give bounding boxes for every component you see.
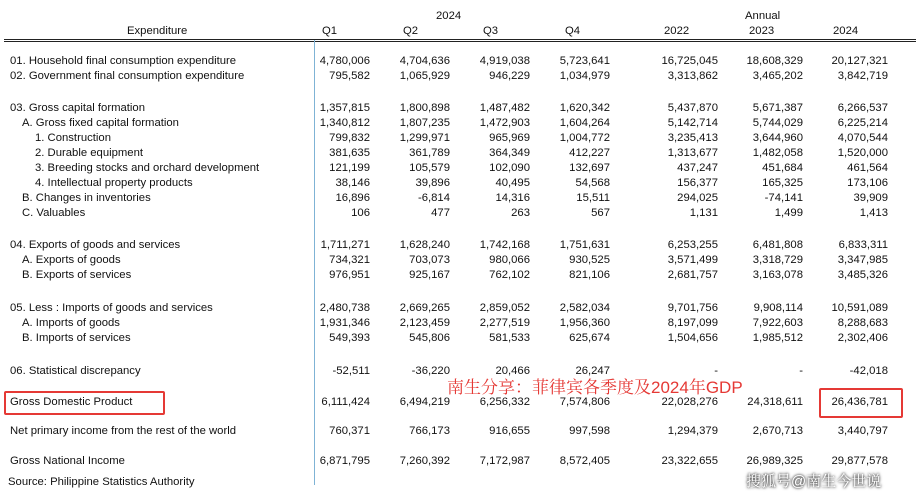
row-value: 795,582 xyxy=(329,70,370,82)
row-value: 1,931,346 xyxy=(319,317,370,329)
row-label: 1. Construction xyxy=(35,132,111,144)
row-value: 3,842,719 xyxy=(837,70,888,82)
row-value: 1,357,815 xyxy=(319,102,370,114)
row-value: 3,644,960 xyxy=(752,132,803,144)
row-value: 821,106 xyxy=(569,269,610,281)
row-value: 703,073 xyxy=(409,254,450,266)
row-value: 4,070,544 xyxy=(837,132,888,144)
row-value: 477 xyxy=(431,207,450,219)
row-value: 6,833,311 xyxy=(838,239,888,251)
row-value: 925,167 xyxy=(409,269,450,281)
row-value: 173,106 xyxy=(847,177,888,189)
row-value: 766,173 xyxy=(409,425,450,437)
row-value: 997,598 xyxy=(569,425,610,437)
row-value: 39,896 xyxy=(415,177,450,189)
row-value: 1,065,929 xyxy=(399,70,450,82)
row-value: 3,440,797 xyxy=(837,425,888,437)
row-label: 01. Household final consumption expenditure xyxy=(10,55,237,67)
row-value: 1,504,656 xyxy=(667,332,718,344)
row-value: 1,604,264 xyxy=(559,117,610,129)
row-value: 102,090 xyxy=(489,162,530,174)
row-value: 20,127,321 xyxy=(831,55,888,67)
row-label: Gross National Income xyxy=(10,455,125,467)
row-value: 6,225,214 xyxy=(837,117,888,129)
row-value: 1,499 xyxy=(774,207,803,219)
row-value: 7,922,603 xyxy=(752,317,803,329)
header-col-2023: 2023 xyxy=(749,25,775,37)
row-value: 1,004,772 xyxy=(559,132,610,144)
row-value: 3,485,326 xyxy=(837,269,888,281)
row-value: 1,472,903 xyxy=(479,117,530,129)
header-rule-bottom xyxy=(4,41,916,42)
row-value: 567 xyxy=(591,207,610,219)
row-value: 760,371 xyxy=(329,425,370,437)
row-value: 1,034,979 xyxy=(559,70,610,82)
row-value: 24,318,611 xyxy=(747,396,803,408)
row-value: 22,028,276 xyxy=(661,396,718,408)
row-label: 02. Government final consumption expenditure xyxy=(10,70,245,82)
row-value: 263 xyxy=(511,207,530,219)
row-value: 6,111,424 xyxy=(321,396,370,408)
source-note: Source: Philippine Statistics Authority xyxy=(8,476,195,488)
row-value: 10,591,089 xyxy=(831,302,888,314)
row-value: 26,989,325 xyxy=(746,455,803,467)
row-value: 1,711,271 xyxy=(320,239,370,251)
row-value: 2,302,406 xyxy=(837,332,888,344)
row-value: 1,487,482 xyxy=(479,102,530,114)
row-value: 294,025 xyxy=(677,192,718,204)
header-col-q3: Q3 xyxy=(483,25,499,37)
row-value: 2,277,519 xyxy=(479,317,530,329)
row-value: 1,482,058 xyxy=(752,147,803,159)
row-value: 20,466 xyxy=(495,365,530,377)
row-value: 3,163,078 xyxy=(752,269,803,281)
row-value: 930,525 xyxy=(569,254,610,266)
row-value: 965,969 xyxy=(489,132,530,144)
row-value: 9,908,114 xyxy=(753,302,803,314)
gdp-label-highlight xyxy=(4,391,165,415)
row-value: 381,635 xyxy=(329,147,370,159)
row-label: 4. Intellectual property products xyxy=(35,177,193,189)
row-value: 976,951 xyxy=(329,269,370,281)
row-value: 165,325 xyxy=(762,177,803,189)
row-value: 54,568 xyxy=(575,177,610,189)
row-value: 26,436,781 xyxy=(831,396,888,408)
row-value: 3,347,985 xyxy=(837,254,888,266)
row-value: 5,723,641 xyxy=(559,55,610,67)
row-label: 2. Durable equipment xyxy=(35,147,144,159)
row-value: 1,807,235 xyxy=(399,117,450,129)
row-value: 16,896 xyxy=(335,192,370,204)
header-col-2024: 2024 xyxy=(833,25,859,37)
row-value: -52,511 xyxy=(332,365,370,377)
row-value: 3,571,499 xyxy=(667,254,718,266)
row-value: 29,877,578 xyxy=(831,455,888,467)
row-value: 451,684 xyxy=(762,162,803,174)
row-value: 461,564 xyxy=(847,162,888,174)
row-value: 8,572,405 xyxy=(559,455,610,467)
row-label: Gross Domestic Product xyxy=(10,396,133,408)
row-value: -74,141 xyxy=(764,192,803,204)
row-value: 734,321 xyxy=(329,254,370,266)
row-value: 6,266,537 xyxy=(837,102,888,114)
row-value: 364,349 xyxy=(489,147,530,159)
row-value: 1,294,379 xyxy=(667,425,718,437)
row-label: 05. Less : Imports of goods and services xyxy=(10,302,213,314)
row-value: 2,480,738 xyxy=(319,302,370,314)
row-value: 1,956,360 xyxy=(559,317,610,329)
row-value: 18,608,329 xyxy=(746,55,803,67)
row-value: 5,671,387 xyxy=(752,102,803,114)
row-label: 06. Statistical discrepancy xyxy=(10,365,141,377)
row-value: - xyxy=(799,365,803,377)
row-label: A. Exports of goods xyxy=(22,254,121,266)
row-value: 1,313,677 xyxy=(667,147,718,159)
row-value: 946,229 xyxy=(489,70,530,82)
row-value: 38,146 xyxy=(335,177,370,189)
row-value: 7,260,392 xyxy=(399,455,450,467)
row-value: 15,511 xyxy=(576,192,610,204)
row-value: 121,199 xyxy=(329,162,370,174)
row-value: 40,495 xyxy=(495,177,530,189)
row-label: B. Changes in inventories xyxy=(22,192,151,204)
row-value: 412,227 xyxy=(569,147,610,159)
row-value: 14,316 xyxy=(495,192,530,204)
row-value: 1,985,512 xyxy=(752,332,803,344)
row-value: 105,579 xyxy=(409,162,450,174)
header-group-annual: Annual xyxy=(745,10,781,22)
row-label: B. Exports of services xyxy=(22,269,132,281)
row-value: 545,806 xyxy=(409,332,450,344)
row-value: 7,172,987 xyxy=(479,455,530,467)
row-value: 6,481,808 xyxy=(752,239,803,251)
row-value: 2,670,713 xyxy=(752,425,803,437)
row-value: 1,751,631 xyxy=(559,239,610,251)
row-value: 4,704,636 xyxy=(399,55,450,67)
row-label: C. Valuables xyxy=(22,207,86,219)
row-value: 1,628,240 xyxy=(399,239,450,251)
row-value: 26,247 xyxy=(575,365,610,377)
row-value: 581,533 xyxy=(489,332,530,344)
row-value: 2,681,757 xyxy=(667,269,718,281)
watermark-caption: 南生分享：菲律宾各季度及2024年GDP xyxy=(447,378,743,397)
row-value: 1,620,342 xyxy=(559,102,610,114)
header-col-2022: 2022 xyxy=(664,25,690,37)
row-value: -6,814 xyxy=(417,192,450,204)
row-value: 3,313,862 xyxy=(667,70,718,82)
row-value: 2,859,052 xyxy=(479,302,530,314)
row-value: 3,318,729 xyxy=(752,254,803,266)
row-value: 916,655 xyxy=(489,425,530,437)
row-value: 1,520,000 xyxy=(837,147,888,159)
row-value: 106 xyxy=(351,207,370,219)
header-col-q2: Q2 xyxy=(403,25,419,37)
row-value: 8,197,099 xyxy=(667,317,718,329)
header-col-q4: Q4 xyxy=(565,25,581,37)
row-value: 549,393 xyxy=(329,332,370,344)
row-value: 156,377 xyxy=(677,177,718,189)
row-value: 6,256,332 xyxy=(479,396,530,408)
row-value: 3,465,202 xyxy=(752,70,803,82)
row-value: 2,669,265 xyxy=(399,302,450,314)
header-expenditure: Expenditure xyxy=(127,25,188,37)
row-value: 6,871,795 xyxy=(319,455,370,467)
row-label: B. Imports of services xyxy=(22,332,131,344)
row-label: 04. Exports of goods and services xyxy=(10,239,181,251)
row-label: 03. Gross capital formation xyxy=(10,102,145,114)
row-value: 1,299,971 xyxy=(399,132,450,144)
row-value: -36,220 xyxy=(411,365,450,377)
row-value: 1,413 xyxy=(859,207,888,219)
gdp-2024-highlight xyxy=(819,388,903,418)
row-value: -42,018 xyxy=(849,365,888,377)
row-value: 437,247 xyxy=(677,162,718,174)
row-label: A. Imports of goods xyxy=(22,317,120,329)
row-value: 625,674 xyxy=(569,332,610,344)
row-label: Net primary income from the rest of the world xyxy=(10,425,237,437)
row-value: 762,102 xyxy=(489,269,530,281)
row-value: 2,123,459 xyxy=(399,317,450,329)
header-group-2024: 2024 xyxy=(436,10,462,22)
row-label: 3. Breeding stocks and orchard development xyxy=(35,162,260,174)
row-value: 16,725,045 xyxy=(661,55,718,67)
row-value: 6,494,219 xyxy=(399,396,450,408)
row-value: 39,909 xyxy=(853,192,888,204)
row-value: 1,800,898 xyxy=(399,102,450,114)
row-value: - xyxy=(714,365,718,377)
row-label: A. Gross fixed capital formation xyxy=(22,117,179,129)
header-rule-top xyxy=(4,39,916,40)
row-value: 1,742,168 xyxy=(479,239,530,251)
row-value: 5,142,714 xyxy=(667,117,718,129)
row-value: 132,697 xyxy=(569,162,610,174)
watermark-sohu: 搜狐号@南生今世说 xyxy=(746,473,882,490)
row-value: 7,574,806 xyxy=(559,396,610,408)
row-value: 980,066 xyxy=(489,254,530,266)
row-value: 9,701,756 xyxy=(667,302,718,314)
header-col-q1: Q1 xyxy=(322,25,338,37)
row-value: 2,582,034 xyxy=(559,302,610,314)
row-value: 8,288,683 xyxy=(837,317,888,329)
row-value: 1,340,812 xyxy=(319,117,370,129)
row-value: 4,919,038 xyxy=(479,55,530,67)
row-value: 1,131 xyxy=(689,207,718,219)
row-value: 23,322,655 xyxy=(661,455,718,467)
row-value: 799,832 xyxy=(329,132,370,144)
row-value: 6,253,255 xyxy=(667,239,718,251)
row-value: 3,235,413 xyxy=(667,132,718,144)
row-value: 5,744,029 xyxy=(752,117,803,129)
row-value: 5,437,870 xyxy=(667,102,718,114)
row-value: 361,789 xyxy=(409,147,450,159)
row-value: 4,780,006 xyxy=(319,55,370,67)
